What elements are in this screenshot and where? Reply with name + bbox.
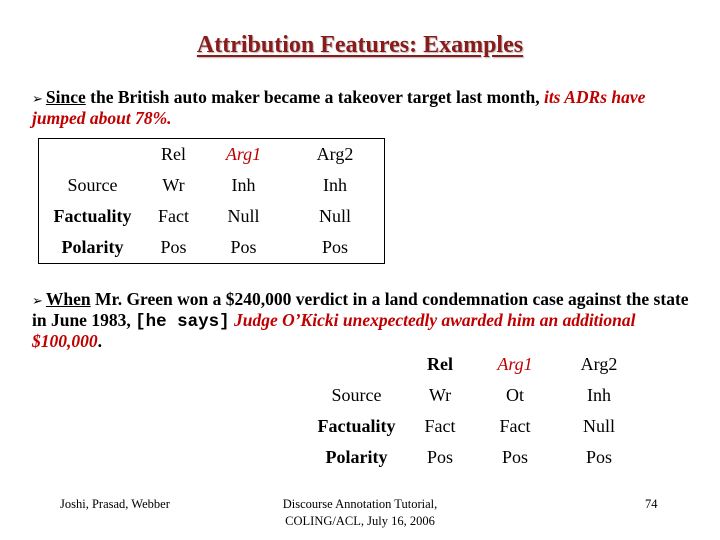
header-cell-arg1: Arg1 <box>225 144 262 164</box>
header-cell-arg2: Arg2 <box>316 144 354 164</box>
arg2-text: Mr. Green won a $240,000 verdict in a land condemnation case against the state in June 1983, <box>32 289 689 330</box>
attribution-text: [he says] <box>135 312 230 332</box>
table-cell: Null <box>582 416 615 436</box>
table-cell: Inh <box>323 175 347 195</box>
footer-authors: Joshi, Prasad, Webber <box>60 497 170 511</box>
example-2-text <box>32 290 692 351</box>
row-label: Factuality <box>317 416 396 436</box>
table-cell: Pos <box>230 237 257 257</box>
table-cell: Wr <box>162 175 185 195</box>
table-row <box>306 411 641 442</box>
example-1-text <box>32 88 692 128</box>
table-cell: Fact <box>499 416 531 436</box>
table-cell: Inh <box>587 385 611 405</box>
table-cell: Pos <box>585 447 612 467</box>
table-cell: Wr <box>428 385 452 405</box>
arg1-text: Judge O’Kicki unexpectedly awarded him an additional $100,000 <box>32 310 636 351</box>
footer-venue <box>210 496 510 530</box>
table-cell: Fact <box>158 206 189 226</box>
table-cell: Pos <box>501 447 528 467</box>
table-row <box>39 232 385 264</box>
footer-venue-line-1: Discourse Annotation Tutorial, <box>282 497 438 511</box>
row-label: Polarity <box>325 447 388 467</box>
table-cell: Inh <box>231 175 256 195</box>
page-number: 74 <box>645 497 658 511</box>
header-cell-rel: Rel <box>161 144 186 164</box>
connective: Since <box>45 87 86 107</box>
row-label: Polarity <box>61 237 124 257</box>
table-row <box>39 201 385 232</box>
table-row <box>306 442 641 473</box>
header-cell <box>39 139 147 171</box>
header-cell-arg2: Arg2 <box>580 354 618 374</box>
attribution-table-2 <box>306 349 641 473</box>
table-header-row <box>39 139 385 171</box>
table-row <box>39 170 385 201</box>
row-label: Factuality <box>53 206 132 226</box>
arg1-text: its ADRs have jumped about 78%. <box>32 87 646 128</box>
table-cell: Null <box>227 206 260 226</box>
table-cell: Null <box>318 206 351 226</box>
table-cell: Pos <box>426 447 453 467</box>
header-cell-arg1: Arg1 <box>497 354 533 374</box>
arg2-text: the British auto maker became a takeover target last month, <box>85 87 544 107</box>
row-label: Source <box>331 385 382 405</box>
table-cell: Pos <box>321 237 348 257</box>
footer-venue-line-2: COLING/ACL, July 16, 2006 <box>285 514 435 528</box>
table-row <box>306 380 641 411</box>
header-cell <box>306 349 407 380</box>
slide-title: Attribution Features: Examples <box>196 32 524 58</box>
arrow-bullet-icon: ➢ <box>32 92 43 107</box>
sentence-end: . <box>97 331 102 351</box>
arrow-bullet-icon: ➢ <box>32 294 43 309</box>
header-cell-rel: Rel <box>427 354 453 374</box>
connective: When <box>45 289 91 309</box>
table-cell: Fact <box>424 416 456 436</box>
table-cell: Pos <box>160 237 187 257</box>
row-label: Source <box>67 175 118 195</box>
attribution-table-1 <box>38 138 385 264</box>
table-cell: Ot <box>506 385 524 405</box>
table-header-row <box>306 349 641 380</box>
